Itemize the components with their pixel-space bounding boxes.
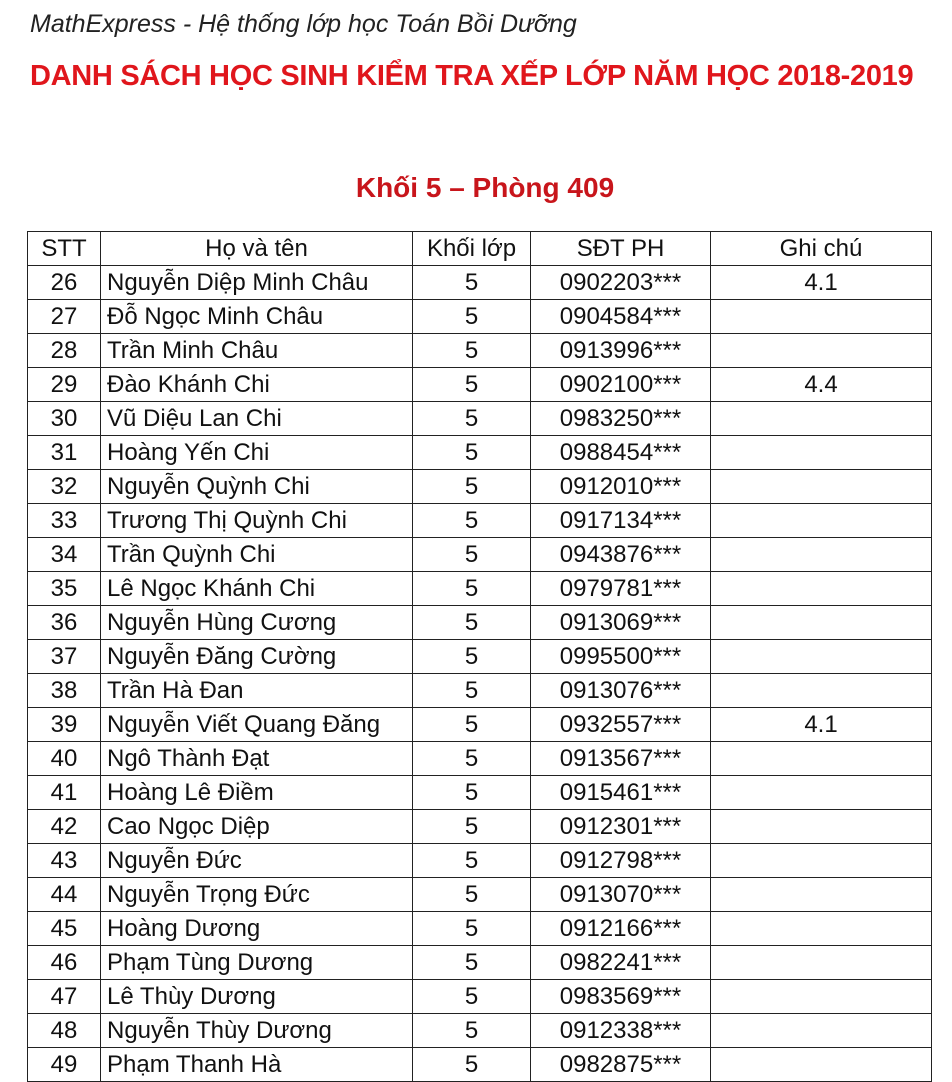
cell-phone: 0913567*** xyxy=(531,742,711,776)
cell-stt: 26 xyxy=(28,266,101,300)
table-row xyxy=(28,980,932,1014)
cell-stt: 42 xyxy=(28,810,101,844)
cell-note xyxy=(711,538,932,572)
cell-name: Nguyễn Viết Quang Đăng xyxy=(101,708,413,742)
cell-name: Phạm Thanh Hà xyxy=(101,1048,413,1082)
cell-grade: 5 xyxy=(413,878,531,912)
cell-phone: 0988454*** xyxy=(531,436,711,470)
cell-name: Nguyễn Diệp Minh Châu xyxy=(101,266,413,300)
cell-note xyxy=(711,300,932,334)
cell-name: Nguyễn Hùng Cương xyxy=(101,606,413,640)
cell-phone: 0917134*** xyxy=(531,504,711,538)
cell-phone: 0982875*** xyxy=(531,1048,711,1082)
table-row xyxy=(28,708,932,742)
cell-grade: 5 xyxy=(413,674,531,708)
cell-note xyxy=(711,436,932,470)
cell-stt: 30 xyxy=(28,402,101,436)
cell-stt: 32 xyxy=(28,470,101,504)
cell-stt: 34 xyxy=(28,538,101,572)
cell-grade: 5 xyxy=(413,1014,531,1048)
cell-name: Nguyễn Đăng Cường xyxy=(101,640,413,674)
table-row xyxy=(28,300,932,334)
cell-note xyxy=(711,504,932,538)
brand-line: MathExpress - Hệ thống lớp học Toán Bồi Dưỡng xyxy=(30,10,577,38)
cell-grade: 5 xyxy=(413,606,531,640)
cell-phone: 0904584*** xyxy=(531,300,711,334)
table-row xyxy=(28,810,932,844)
cell-name: Trương Thị Quỳnh Chi xyxy=(101,504,413,538)
table-row xyxy=(28,1014,932,1048)
cell-stt: 47 xyxy=(28,980,101,1014)
table-row xyxy=(28,606,932,640)
cell-grade: 5 xyxy=(413,368,531,402)
cell-grade: 5 xyxy=(413,334,531,368)
cell-grade: 5 xyxy=(413,708,531,742)
student-table xyxy=(27,231,932,1082)
cell-phone: 0932557*** xyxy=(531,708,711,742)
cell-phone: 0983250*** xyxy=(531,402,711,436)
room-subtitle: Khối 5 – Phòng 409 xyxy=(355,172,615,203)
cell-note xyxy=(711,674,932,708)
cell-grade: 5 xyxy=(413,980,531,1014)
cell-note xyxy=(711,334,932,368)
table-row xyxy=(28,504,932,538)
table-row xyxy=(28,470,932,504)
cell-phone: 0979781*** xyxy=(531,572,711,606)
cell-stt: 27 xyxy=(28,300,101,334)
col-header-stt: STT xyxy=(28,232,101,266)
cell-phone: 0995500*** xyxy=(531,640,711,674)
cell-name: Cao Ngọc Diệp xyxy=(101,810,413,844)
cell-grade: 5 xyxy=(413,538,531,572)
cell-note xyxy=(711,776,932,810)
cell-grade: 5 xyxy=(413,572,531,606)
cell-stt: 44 xyxy=(28,878,101,912)
cell-note xyxy=(711,640,932,674)
cell-phone: 0913069*** xyxy=(531,606,711,640)
cell-stt: 46 xyxy=(28,946,101,980)
cell-name: Trần Hà Đan xyxy=(101,674,413,708)
cell-grade: 5 xyxy=(413,946,531,980)
cell-note: 4.4 xyxy=(711,368,932,402)
cell-note: 4.1 xyxy=(711,708,932,742)
table-row xyxy=(28,844,932,878)
cell-grade: 5 xyxy=(413,844,531,878)
cell-note xyxy=(711,470,932,504)
cell-stt: 43 xyxy=(28,844,101,878)
cell-note xyxy=(711,1014,932,1048)
cell-phone: 0902203*** xyxy=(531,266,711,300)
cell-name: Nguyễn Đức xyxy=(101,844,413,878)
cell-stt: 49 xyxy=(28,1048,101,1082)
cell-name: Nguyễn Quỳnh Chi xyxy=(101,470,413,504)
cell-note xyxy=(711,1048,932,1082)
table-row xyxy=(28,436,932,470)
cell-stt: 35 xyxy=(28,572,101,606)
cell-name: Đào Khánh Chi xyxy=(101,368,413,402)
cell-name: Vũ Diệu Lan Chi xyxy=(101,402,413,436)
table-row xyxy=(28,742,932,776)
cell-note xyxy=(711,878,932,912)
cell-name: Phạm Tùng Dương xyxy=(101,946,413,980)
cell-note xyxy=(711,572,932,606)
cell-grade: 5 xyxy=(413,300,531,334)
cell-note xyxy=(711,980,932,1014)
cell-phone: 0902100*** xyxy=(531,368,711,402)
table-row xyxy=(28,572,932,606)
col-header-grade: Khối lớp xyxy=(413,232,531,266)
cell-phone: 0913996*** xyxy=(531,334,711,368)
cell-note xyxy=(711,912,932,946)
cell-note xyxy=(711,844,932,878)
cell-phone: 0983569*** xyxy=(531,980,711,1014)
cell-stt: 48 xyxy=(28,1014,101,1048)
cell-name: Trần Minh Châu xyxy=(101,334,413,368)
table-row xyxy=(28,1048,932,1082)
cell-name: Hoàng Dương xyxy=(101,912,413,946)
cell-note xyxy=(711,946,932,980)
table-row xyxy=(28,776,932,810)
table-body xyxy=(28,266,932,1082)
document-title: DANH SÁCH HỌC SINH KIỂM TRA XẾP LỚP NĂM HỌC 2018-2019 xyxy=(30,60,914,92)
cell-grade: 5 xyxy=(413,742,531,776)
table-row xyxy=(28,266,932,300)
cell-name: Trần Quỳnh Chi xyxy=(101,538,413,572)
cell-grade: 5 xyxy=(413,402,531,436)
cell-name: Hoàng Lê Điềm xyxy=(101,776,413,810)
cell-name: Hoàng Yến Chi xyxy=(101,436,413,470)
table-row xyxy=(28,878,932,912)
cell-phone: 0943876*** xyxy=(531,538,711,572)
cell-stt: 31 xyxy=(28,436,101,470)
cell-phone: 0913076*** xyxy=(531,674,711,708)
cell-stt: 29 xyxy=(28,368,101,402)
cell-phone: 0912798*** xyxy=(531,844,711,878)
cell-grade: 5 xyxy=(413,504,531,538)
cell-stt: 36 xyxy=(28,606,101,640)
table-row xyxy=(28,674,932,708)
cell-name: Lê Thùy Dương xyxy=(101,980,413,1014)
table-row xyxy=(28,334,932,368)
cell-phone: 0915461*** xyxy=(531,776,711,810)
table-row xyxy=(28,640,932,674)
cell-grade: 5 xyxy=(413,266,531,300)
col-header-note: Ghi chú xyxy=(711,232,932,266)
cell-note xyxy=(711,810,932,844)
cell-note: 4.1 xyxy=(711,266,932,300)
cell-phone: 0912010*** xyxy=(531,470,711,504)
cell-phone: 0912301*** xyxy=(531,810,711,844)
cell-stt: 45 xyxy=(28,912,101,946)
table-header-row xyxy=(28,232,932,266)
cell-grade: 5 xyxy=(413,1048,531,1082)
cell-grade: 5 xyxy=(413,640,531,674)
table-row xyxy=(28,538,932,572)
cell-note xyxy=(711,402,932,436)
cell-note xyxy=(711,742,932,776)
cell-grade: 5 xyxy=(413,436,531,470)
cell-phone: 0982241*** xyxy=(531,946,711,980)
cell-grade: 5 xyxy=(413,912,531,946)
cell-name: Đỗ Ngọc Minh Châu xyxy=(101,300,413,334)
cell-stt: 41 xyxy=(28,776,101,810)
cell-grade: 5 xyxy=(413,810,531,844)
table-row xyxy=(28,402,932,436)
cell-name: Lê Ngọc Khánh Chi xyxy=(101,572,413,606)
table-row xyxy=(28,912,932,946)
col-header-phone: SĐT PH xyxy=(531,232,711,266)
cell-stt: 39 xyxy=(28,708,101,742)
cell-grade: 5 xyxy=(413,470,531,504)
cell-note xyxy=(711,606,932,640)
col-header-name: Họ và tên xyxy=(101,232,413,266)
cell-name: Nguyễn Trọng Đức xyxy=(101,878,413,912)
cell-phone: 0912166*** xyxy=(531,912,711,946)
cell-name: Nguyễn Thùy Dương xyxy=(101,1014,413,1048)
cell-name: Ngô Thành Đạt xyxy=(101,742,413,776)
cell-phone: 0913070*** xyxy=(531,878,711,912)
cell-stt: 38 xyxy=(28,674,101,708)
table-row xyxy=(28,946,932,980)
cell-phone: 0912338*** xyxy=(531,1014,711,1048)
cell-stt: 33 xyxy=(28,504,101,538)
table-row xyxy=(28,368,932,402)
cell-stt: 40 xyxy=(28,742,101,776)
cell-stt: 28 xyxy=(28,334,101,368)
cell-grade: 5 xyxy=(413,776,531,810)
cell-stt: 37 xyxy=(28,640,101,674)
